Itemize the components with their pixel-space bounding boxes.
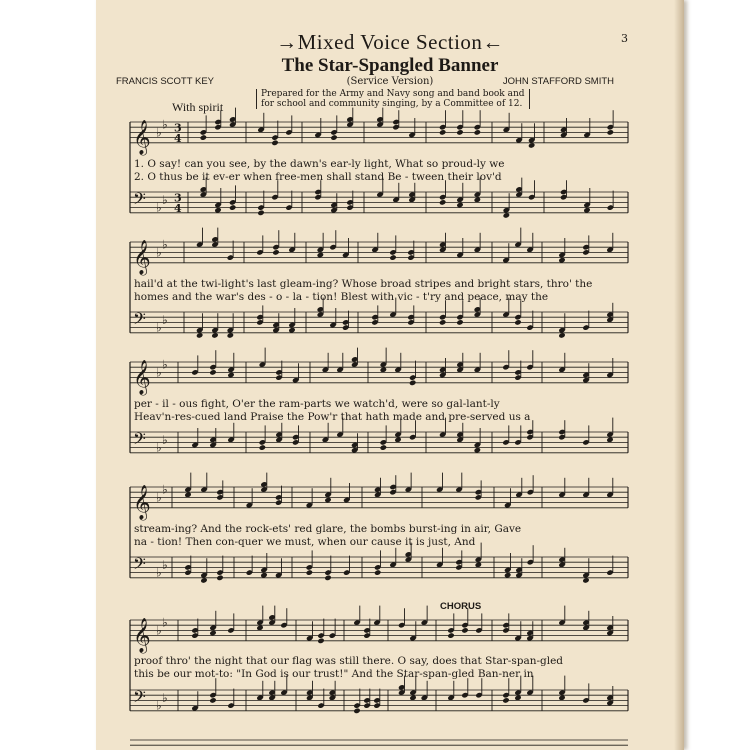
lyric-line-5-verse-2: this be our mot-to: "In God is our trust!" And the Star-span-gled Ban-ner in <box>134 668 534 680</box>
flat-sign-icon: ♭ <box>156 698 162 713</box>
lyric-line-5-verse-1: proof thro' the night that our flag was still there. O say, does that Star-span-gled <box>134 655 564 667</box>
version-subtitle: (Service Version) <box>346 76 434 87</box>
time-signature-top: 3 <box>174 121 182 135</box>
treble-clef-icon: 𝄞 <box>133 119 151 155</box>
bass-clef-icon: 𝄢 <box>133 188 146 213</box>
lyric-line-3-verse-2: Heav'n-res-cued land Praise the Pow'r that hath made and pre-served us a <box>134 411 531 423</box>
note-head <box>380 444 387 450</box>
lyric-line-1-verse-1: 1. O say! can you see, by the dawn's ear-ly light, What so proud-ly we <box>134 158 505 170</box>
lyric-line-4-verse-2: na - tion! Then con-quer we must, when our cause it is just, And <box>134 536 476 548</box>
note-head <box>229 204 236 210</box>
flat-sign-icon: ♭ <box>156 200 162 215</box>
note-head <box>259 444 266 450</box>
treble-clef-icon: 𝄞 <box>133 617 151 653</box>
note-head <box>474 129 481 135</box>
lyric-line-2-verse-1: hail'd at the twi-light's last gleam-ing? Whose broad stripes and bright stars, thro' the <box>134 278 593 290</box>
note-head <box>209 697 216 703</box>
tempo-marking: With spirit <box>172 100 224 114</box>
time-signature-bottom: 4 <box>174 201 182 215</box>
note-head <box>257 210 264 216</box>
chorus-label: CHORUS <box>440 601 482 612</box>
note-head <box>461 627 468 633</box>
composer-credit: JOHN STAFFORD SMITH <box>502 76 614 87</box>
flat-sign-icon: ♭ <box>162 432 168 447</box>
flat-sign-icon: ♭ <box>156 440 162 455</box>
flat-sign-icon: ♭ <box>162 237 168 252</box>
flat-sign-icon: ♭ <box>162 557 168 572</box>
page-number: 3 <box>621 32 628 45</box>
bass-clef-icon: 𝄢 <box>133 553 146 578</box>
lyricist-credit: FRANCIS SCOTT KEY <box>116 76 215 87</box>
note-head <box>306 569 313 575</box>
note-head <box>447 632 454 638</box>
note-head <box>271 140 278 146</box>
treble-clef-icon: 𝄞 <box>133 484 151 520</box>
note-head <box>374 569 381 575</box>
flat-sign-icon: ♭ <box>162 482 168 497</box>
note-head <box>514 319 521 325</box>
lyric-line-2-verse-2: homes and the war's des - o - la - tion! Blest with vic - t'ry and peace, may the <box>134 291 549 303</box>
time-signature-bottom: 4 <box>174 131 182 145</box>
lyric-line-1-verse-2: 2. O thus be it ev-er when free-men shall stand Be - tween their lov'd <box>134 171 502 183</box>
arrangement-note-line2: for school and community singing, by a Committee of 12. <box>261 99 523 109</box>
bass-clef-icon: 𝄢 <box>133 686 146 711</box>
bass-clef-icon: 𝄢 <box>133 428 146 453</box>
lyric-line-4-verse-1: stream-ing? And the rock-ets' red glare, the bombs burst-ing in air, Gave <box>134 523 522 535</box>
song-title: The Star-Spangled Banner <box>281 55 499 76</box>
note-head <box>502 697 509 703</box>
note-head <box>439 129 446 135</box>
note-head <box>409 380 416 386</box>
note-head <box>272 249 279 255</box>
note-head <box>216 575 223 581</box>
note-head <box>353 708 360 714</box>
treble-clef-icon: 𝄞 <box>133 359 151 395</box>
flat-sign-icon: ♭ <box>156 125 162 140</box>
flat-sign-icon: ♭ <box>156 490 162 505</box>
note-head <box>200 134 207 140</box>
flat-sign-icon: ♭ <box>156 320 162 335</box>
note-head <box>439 319 446 325</box>
note-head <box>209 369 216 375</box>
flat-sign-icon: ♭ <box>162 192 168 207</box>
arrangement-note-line1: Prepared for the Army and Navy song and band book and <box>261 89 525 99</box>
flat-sign-icon: ♭ <box>162 312 168 327</box>
note-head <box>324 575 331 581</box>
note-head <box>456 319 463 325</box>
flat-sign-icon: ♭ <box>162 117 168 132</box>
flat-sign-icon: ♭ <box>156 245 162 260</box>
note-head <box>330 134 337 140</box>
note-head <box>607 129 614 135</box>
time-signature-top: 3 <box>174 191 182 205</box>
treble-clef-icon: 𝄞 <box>133 239 151 275</box>
flat-sign-icon: ♭ <box>162 357 168 372</box>
flat-sign-icon: ♭ <box>156 565 162 580</box>
bass-clef-icon: 𝄢 <box>133 308 146 333</box>
flat-sign-icon: ♭ <box>162 690 168 705</box>
note-head <box>456 129 463 135</box>
note-head <box>389 254 396 260</box>
sheet-music-page <box>96 0 684 750</box>
lyric-line-3-verse-1: per - il - ous fight, O'er the ram-parts we watch'd, were so gal-lant-ly <box>134 398 500 410</box>
section-title: →Mixed Voice Section← <box>276 30 504 54</box>
note-head <box>317 638 324 644</box>
flat-sign-icon: ♭ <box>156 623 162 638</box>
flat-sign-icon: ♭ <box>162 615 168 630</box>
music-notation <box>96 0 684 750</box>
flat-sign-icon: ♭ <box>156 365 162 380</box>
note-head <box>439 199 446 205</box>
